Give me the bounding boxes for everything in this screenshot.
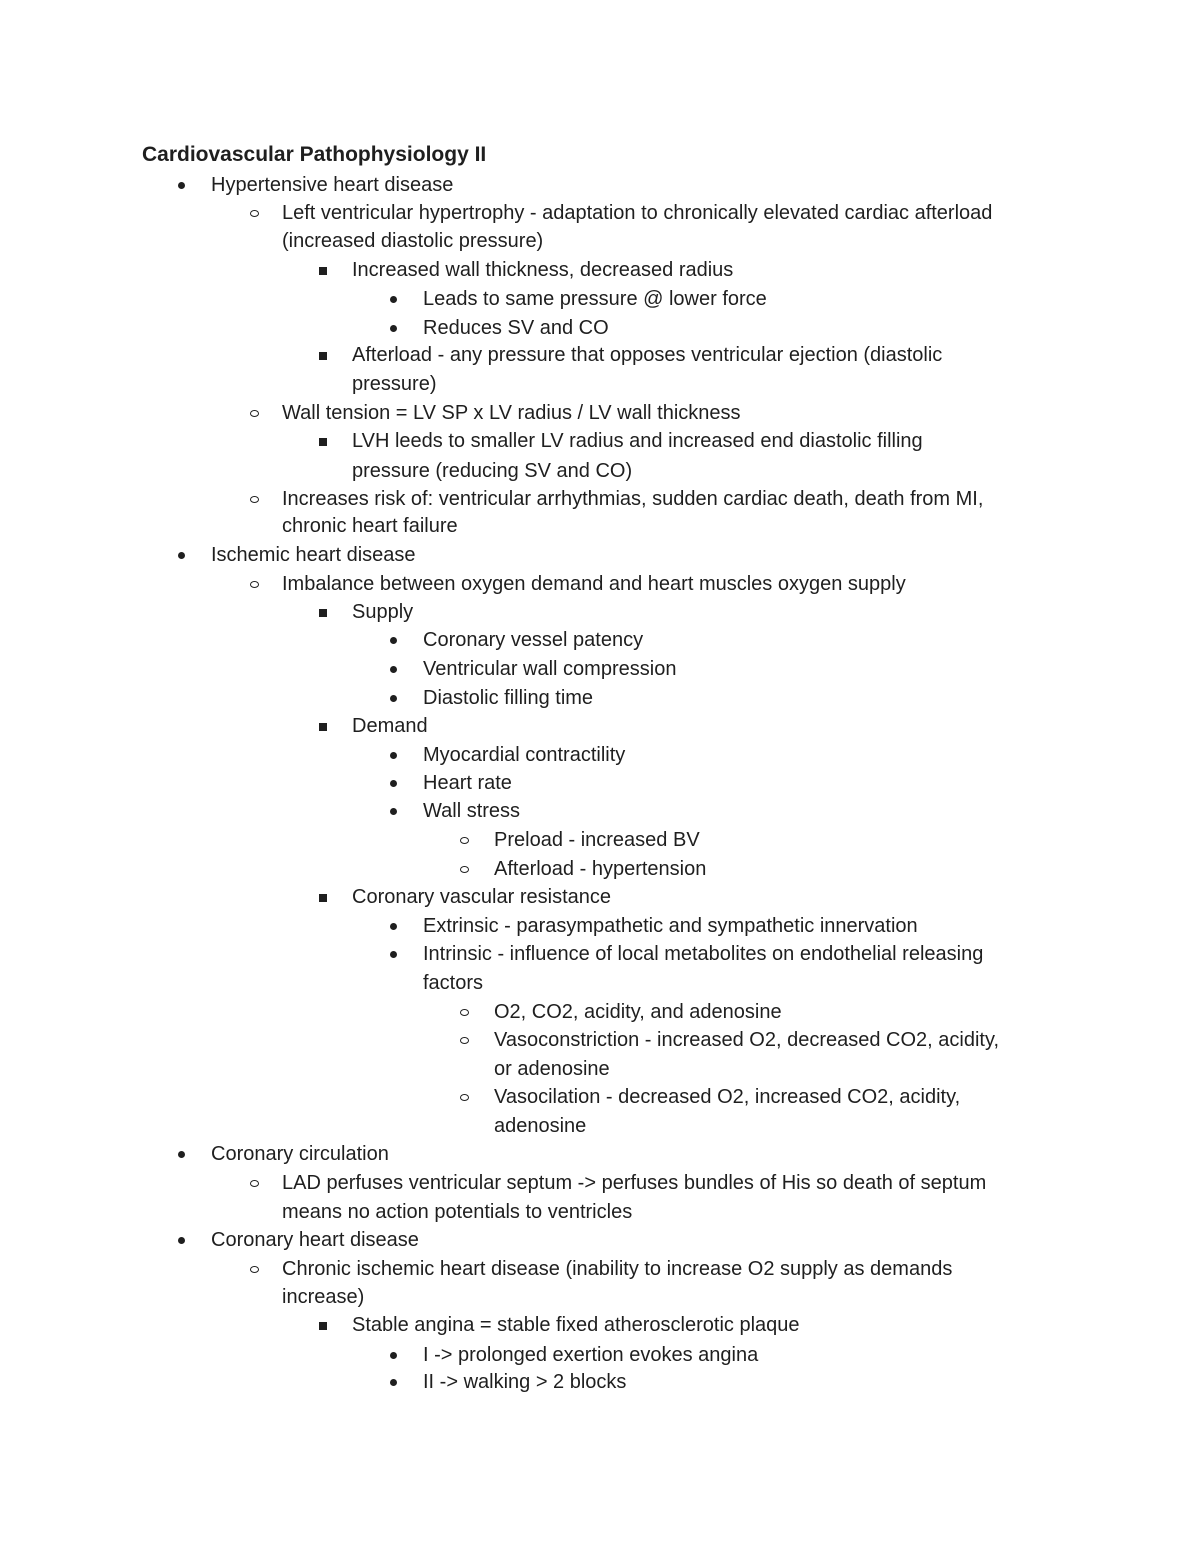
circle-bullet-icon <box>250 581 259 588</box>
list-item-continuation: means no action potentials to ventricles <box>282 1201 633 1223</box>
square-bullet-icon <box>319 438 327 446</box>
list-item-continuation: chronic heart failure <box>282 515 458 537</box>
disc-bullet-icon <box>390 1379 397 1386</box>
list-item: Ventricular wall compression <box>423 658 677 680</box>
list-item: Leads to same pressure @ lower force <box>423 288 767 310</box>
circle-bullet-icon <box>460 1094 469 1101</box>
disc-bullet-icon <box>390 637 397 644</box>
list-item: Extrinsic - parasympathetic and sympathetic innervation <box>423 915 918 937</box>
list-item: Coronary circulation <box>211 1143 389 1165</box>
list-item: Demand <box>352 715 428 737</box>
list-item-continuation: (increased diastolic pressure) <box>282 230 544 252</box>
circle-bullet-icon <box>250 410 259 417</box>
list-item: Supply <box>352 601 414 623</box>
disc-bullet-icon <box>390 752 397 759</box>
list-item: Heart rate <box>423 772 512 794</box>
document-title: Cardiovascular Pathophysiology II <box>142 143 487 166</box>
list-item: Coronary heart disease <box>211 1229 419 1251</box>
list-item: LAD perfuses ventricular septum -> perfuses bundles of His so death of septum <box>282 1172 987 1194</box>
circle-bullet-icon <box>250 496 259 503</box>
list-item: Coronary vascular resistance <box>352 886 611 908</box>
list-item: Left ventricular hypertrophy - adaptation to chronically elevated cardiac afterload <box>282 202 993 224</box>
square-bullet-icon <box>319 723 327 731</box>
list-item: Vasoconstriction - increased O2, decreased CO2, acidity, <box>494 1029 1000 1051</box>
disc-bullet-icon <box>178 1151 185 1158</box>
list-item: Ischemic heart disease <box>211 544 416 566</box>
square-bullet-icon <box>319 267 327 275</box>
list-item-continuation: factors <box>423 972 484 994</box>
disc-bullet-icon <box>390 695 397 702</box>
list-item: II -> walking > 2 blocks <box>423 1371 627 1393</box>
list-item: Increases risk of: ventricular arrhythmias, sudden cardiac death, death from MI, <box>282 488 984 510</box>
list-item: I -> prolonged exertion evokes angina <box>423 1344 759 1366</box>
circle-bullet-icon <box>250 210 259 217</box>
list-item-continuation: pressure) <box>352 373 437 395</box>
square-bullet-icon <box>319 609 327 617</box>
list-item: Hypertensive heart disease <box>211 174 454 196</box>
list-item: LVH leeds to smaller LV radius and increased end diastolic filling <box>352 430 923 452</box>
list-item: Vasocilation - decreased O2, increased CO2, acidity, <box>494 1086 961 1108</box>
list-item: Stable angina = stable fixed atherosclerotic plaque <box>352 1314 800 1336</box>
circle-bullet-icon <box>460 837 469 844</box>
list-item-continuation: adenosine <box>494 1115 587 1137</box>
disc-bullet-icon <box>390 666 397 673</box>
circle-bullet-icon <box>250 1266 259 1273</box>
list-item: Myocardial contractility <box>423 744 626 766</box>
square-bullet-icon <box>319 352 327 360</box>
list-item: Preload - increased BV <box>494 829 700 851</box>
disc-bullet-icon <box>178 182 185 189</box>
list-item: Diastolic filling time <box>423 687 594 709</box>
list-item: Coronary vessel patency <box>423 629 644 651</box>
list-item: Imbalance between oxygen demand and heart muscles oxygen supply <box>282 573 906 595</box>
list-item: Chronic ischemic heart disease (inability to increase O2 supply as demands <box>282 1258 953 1280</box>
disc-bullet-icon <box>178 552 185 559</box>
list-item: Afterload - hypertension <box>494 858 707 880</box>
disc-bullet-icon <box>390 780 397 787</box>
list-item: O2, CO2, acidity, and adenosine <box>494 1001 782 1023</box>
circle-bullet-icon <box>250 1180 259 1187</box>
disc-bullet-icon <box>178 1237 185 1244</box>
disc-bullet-icon <box>390 808 397 815</box>
list-item: Afterload - any pressure that opposes ventricular ejection (diastolic <box>352 344 943 366</box>
disc-bullet-icon <box>390 325 397 332</box>
list-item: Wall tension = LV SP x LV radius / LV wall thickness <box>282 402 741 424</box>
square-bullet-icon <box>319 894 327 902</box>
list-item: Wall stress <box>423 800 521 822</box>
disc-bullet-icon <box>390 923 397 930</box>
disc-bullet-icon <box>390 296 397 303</box>
square-bullet-icon <box>319 1322 327 1330</box>
list-item-continuation: increase) <box>282 1286 365 1308</box>
circle-bullet-icon <box>460 866 469 873</box>
list-item-continuation: or adenosine <box>494 1058 610 1080</box>
circle-bullet-icon <box>460 1009 469 1016</box>
list-item: Intrinsic - influence of local metabolites on endothelial releasing <box>423 943 984 965</box>
list-item: Reduces SV and CO <box>423 317 609 339</box>
list-item: Increased wall thickness, decreased radius <box>352 259 734 281</box>
circle-bullet-icon <box>460 1037 469 1044</box>
disc-bullet-icon <box>390 951 397 958</box>
list-item-continuation: pressure (reducing SV and CO) <box>352 460 633 482</box>
disc-bullet-icon <box>390 1352 397 1359</box>
